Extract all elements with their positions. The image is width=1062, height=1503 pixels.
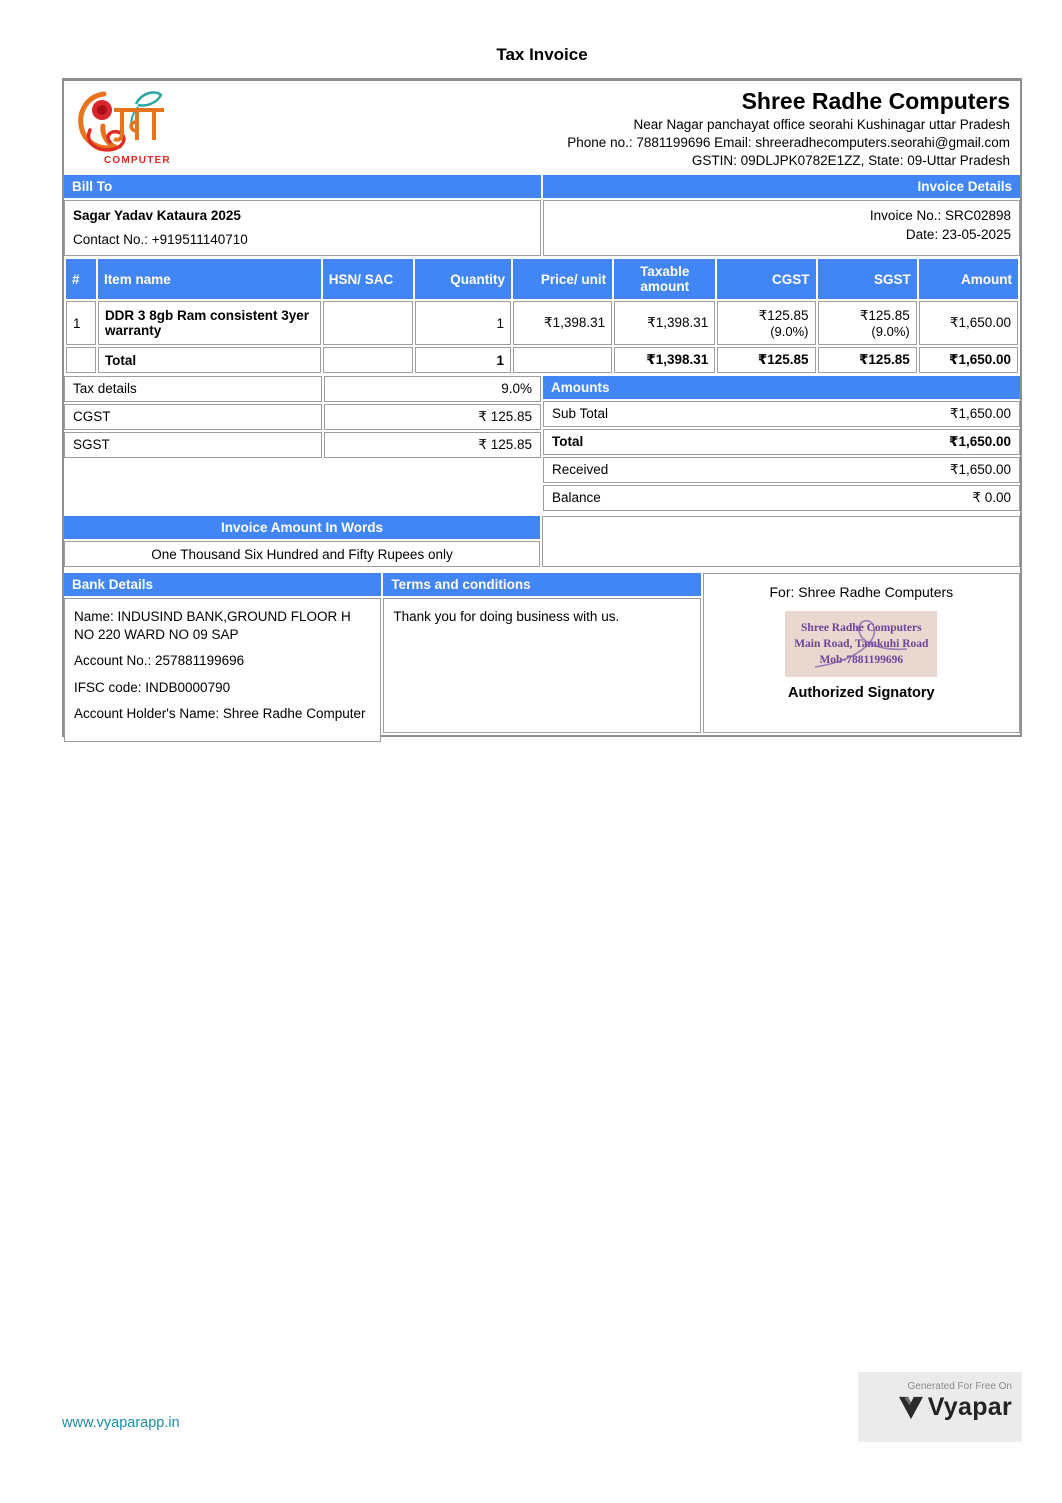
items-table-header-row xyxy=(66,259,1018,299)
tax-rate-row xyxy=(64,376,541,402)
subtotal-row xyxy=(543,401,1020,427)
tax-rate-value: 9.0% xyxy=(324,376,541,402)
received-value: ₹1,650.00 xyxy=(949,462,1011,477)
bank-name: Name: INDUSIND BANK,GROUND FLOOR H NO 220 WARD NO 09 SAP xyxy=(74,609,351,642)
signature-column xyxy=(703,573,1020,733)
received-label: Received xyxy=(552,462,609,477)
badge-brand-row xyxy=(868,1393,1012,1422)
cgst-value: ₹ 125.85 xyxy=(324,404,541,430)
invoice-header xyxy=(64,81,1020,173)
company-stamp xyxy=(785,611,937,677)
signature-flourish-icon xyxy=(785,611,937,673)
sgst-label: SGST xyxy=(64,432,322,458)
sgst-row xyxy=(64,432,541,458)
total-taxable: ₹1,398.31 xyxy=(614,347,715,373)
col-cgst: CGST xyxy=(717,259,815,299)
received-row xyxy=(543,457,1020,483)
terms-column xyxy=(383,573,700,733)
item-qty: 1 xyxy=(415,301,511,345)
items-total-row xyxy=(66,347,1018,373)
bank-ifsc: IFSC code: INDB0000790 xyxy=(74,679,231,695)
total-cgst: ₹125.85 xyxy=(717,347,815,373)
company-phone-email: Phone no.: 7881199696 Email: shreeradhecomputers.seorahi@gmail.com xyxy=(567,134,1010,150)
col-quantity: Quantity xyxy=(415,259,511,299)
terms-text: Thank you for doing business with us. xyxy=(383,598,700,733)
total-num-cell xyxy=(66,347,96,373)
total-sgst: ₹125.85 xyxy=(818,347,917,373)
signature-for-line: For: Shree Radhe Computers xyxy=(769,584,954,600)
item-sgst-amount: ₹125.85 xyxy=(859,307,910,323)
cgst-label: CGST xyxy=(64,404,322,430)
vyapar-website-link[interactable]: www.vyaparapp.in xyxy=(62,1415,180,1431)
bank-details-column xyxy=(64,573,381,733)
radhe-logo-icon xyxy=(74,86,170,156)
company-name: Shree Radhe Computers xyxy=(741,88,1010,114)
tax-details-label: Tax details xyxy=(64,376,322,402)
logo-caption: COMPUTER xyxy=(104,155,171,166)
terms-header: Terms and conditions xyxy=(383,573,700,596)
company-address: Near Nagar panchayat office seorahi Kushinagar uttar Pradesh xyxy=(633,117,1010,133)
balance-row xyxy=(543,485,1020,511)
item-num: 1 xyxy=(66,301,96,345)
item-sgst-pct: (9.0%) xyxy=(871,323,910,339)
total-label: Total xyxy=(98,347,321,373)
total-amount: ₹1,650.00 xyxy=(919,347,1018,373)
col-sgst: SGST xyxy=(818,259,917,299)
page-title: Tax Invoice xyxy=(496,45,588,64)
stamp-line-3: Mob-7881199696 xyxy=(819,654,904,667)
authorized-signatory-label: Authorized Signatory xyxy=(788,685,935,702)
total-qty: 1 xyxy=(415,347,511,373)
bank-details-header: Bank Details xyxy=(64,573,381,596)
col-num: # xyxy=(66,259,96,299)
item-taxable: ₹1,398.31 xyxy=(614,301,715,345)
company-gstin: GSTIN: 09DLJPK0782E1ZZ, State: 09-Uttar Pradesh xyxy=(691,152,1010,168)
balance-value: ₹ 0.00 xyxy=(972,490,1011,505)
amounts-column xyxy=(543,376,1020,511)
balance-label: Balance xyxy=(552,490,601,505)
bank-holder-name: Account Holder's Name: Shree Radhe Computer xyxy=(74,706,366,722)
billto-invoicedetails-section xyxy=(64,175,1020,256)
amount-in-words-text: One Thousand Six Hundred and Fifty Rupees only xyxy=(64,541,540,567)
sgst-value: ₹ 125.85 xyxy=(324,432,541,458)
item-price: ₹1,398.31 xyxy=(513,301,612,345)
total-hsn-cell xyxy=(323,347,413,373)
customer-name: Sagar Yadav Kataura 2025 xyxy=(73,208,241,223)
bank-details-box xyxy=(64,598,381,742)
company-info xyxy=(224,81,1020,173)
bank-account-no: Account No.: 257881199696 xyxy=(74,653,245,669)
item-cgst-amount: ₹125.85 xyxy=(758,307,809,323)
col-item-name: Item name xyxy=(98,259,321,299)
invoice-details-box xyxy=(543,200,1020,256)
amount-in-words-header: Invoice Amount In Words xyxy=(64,516,540,539)
badge-brand-name: Vyapar xyxy=(927,1393,1012,1421)
cgst-row xyxy=(64,404,541,430)
invoice-number: Invoice No.: SRC02898 xyxy=(869,208,1011,223)
invoice-details-header: Invoice Details xyxy=(543,175,1020,198)
col-hsn: HSN/ SAC xyxy=(323,259,413,299)
bill-to-header: Bill To xyxy=(64,175,541,198)
bill-to-box xyxy=(64,200,541,256)
item-amount: ₹1,650.00 xyxy=(919,301,1018,345)
item-sgst xyxy=(818,301,917,345)
total-price-cell xyxy=(513,347,612,373)
vyapar-logo-icon xyxy=(898,1396,924,1420)
customer-contact: Contact No.: +919511140710 xyxy=(73,232,248,247)
item-hsn xyxy=(323,301,413,345)
bill-to-column xyxy=(64,175,541,256)
col-taxable: Taxable amount xyxy=(614,259,715,299)
subtotal-label: Sub Total xyxy=(552,406,609,421)
col-amount: Amount xyxy=(919,259,1018,299)
items-table xyxy=(64,257,1020,375)
grand-total-value: ₹1,650.00 xyxy=(949,434,1011,449)
vyapar-badge[interactable] xyxy=(858,1372,1022,1442)
item-row xyxy=(66,301,1018,345)
invoice-details-column xyxy=(543,175,1020,256)
item-cgst-pct: (9.0%) xyxy=(770,323,809,339)
bottom-section xyxy=(64,573,1020,733)
grand-total-label: Total xyxy=(552,434,584,449)
col-price: Price/ unit xyxy=(513,259,612,299)
subtotal-value: ₹1,650.00 xyxy=(949,406,1011,421)
amount-in-words-column xyxy=(64,516,540,567)
invoice-date: Date: 23-05-2025 xyxy=(905,227,1011,242)
item-name: DDR 3 8gb Ram consistent 3yer warranty xyxy=(98,301,321,345)
tax-details-column xyxy=(64,376,541,460)
company-logo xyxy=(64,81,224,173)
item-cgst xyxy=(717,301,815,345)
signature-box xyxy=(703,573,1020,733)
tax-amounts-section xyxy=(64,376,1020,511)
invoice-document xyxy=(62,78,1022,737)
stamp-line-2: Main Road, Tamkuhi Road xyxy=(794,638,929,651)
empty-cell xyxy=(542,516,1020,567)
grand-total-row xyxy=(543,429,1020,455)
badge-tagline: Generated For Free On xyxy=(907,1381,1012,1392)
amounts-header: Amounts xyxy=(543,376,1020,399)
amount-in-words-section xyxy=(64,516,1020,567)
stamp-line-1: Shree Radhe Computers xyxy=(801,622,922,634)
